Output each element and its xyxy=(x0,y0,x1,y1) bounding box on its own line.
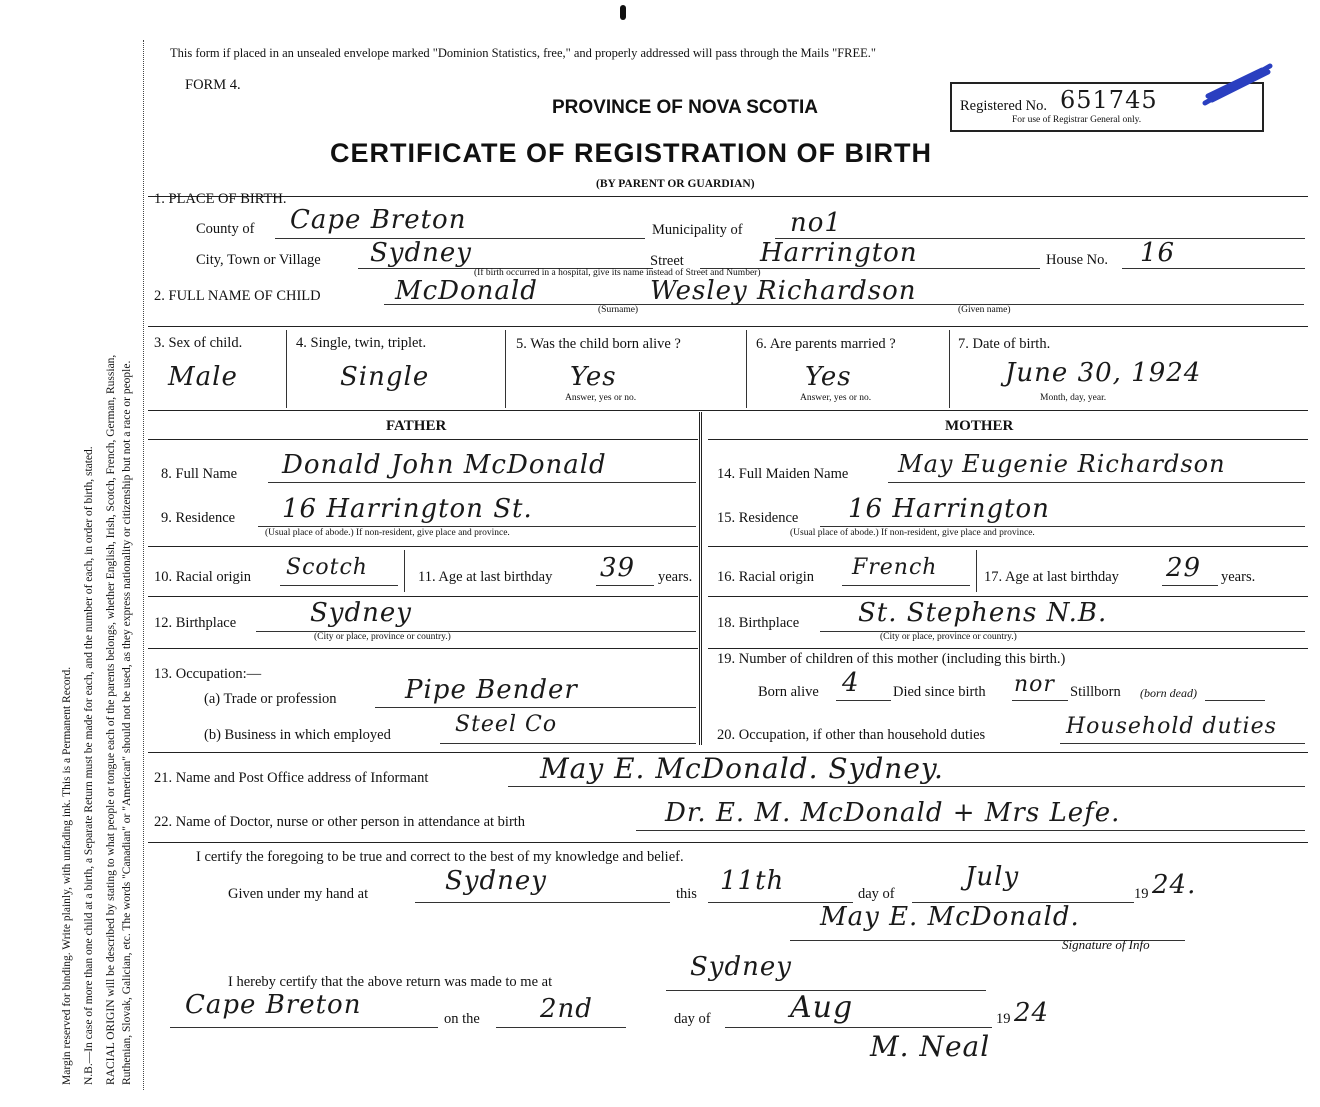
mother-occupation-label: 20. Occupation, if other than household duties xyxy=(717,727,986,743)
registrar-certify-text: I hereby certify that the above return was made to me at xyxy=(228,974,553,990)
margin-note-2: N.B.—In case of more than one child at a birth, a Separate Return must be made for each, and the number of each, in order of birth, stated. xyxy=(83,446,95,1085)
parents-top-rule xyxy=(148,410,1308,411)
house-value: 16 xyxy=(1140,238,1176,268)
given-caption: (Given name) xyxy=(958,305,1011,315)
this-label: this xyxy=(676,886,697,902)
father-birthplace-label: 12. Birthplace xyxy=(154,615,237,631)
given-under-label: Given under my hand at xyxy=(228,886,369,902)
father-birthplace-value: Sydney xyxy=(310,598,412,628)
binding-margin-line xyxy=(143,40,144,1090)
children-count-label: 19. Number of children of this mother (including this birth.) xyxy=(717,651,1066,667)
registrar-signature: M. Neal xyxy=(870,1030,991,1063)
given-dayof-label: day of xyxy=(858,886,895,902)
father-residence-value: 16 Harrington St. xyxy=(282,494,533,524)
father-name-value: Donald John McDonald xyxy=(282,450,607,480)
father-age-value: 39 xyxy=(600,553,636,583)
mother-racial-value: French xyxy=(852,555,938,580)
registered-number: 651745 xyxy=(1060,86,1158,114)
certificate-title: CERTIFICATE OF REGISTRATION OF BIRTH xyxy=(330,138,932,168)
mother-racial-label: 16. Racial origin xyxy=(717,569,815,585)
trade-label: (a) Trade or profession xyxy=(204,691,337,707)
municipality-value: no1 xyxy=(790,208,842,238)
certificate-subtitle: (BY PARENT OR GUARDIAN) xyxy=(596,178,755,190)
married-value: Yes xyxy=(805,362,852,392)
surname-caption: (Surname) xyxy=(598,305,639,315)
married-label: 6. Are parents married ? xyxy=(756,336,896,352)
informant-label: 21. Name and Post Office address of Informant xyxy=(154,770,429,786)
registrar-on-label: on the xyxy=(444,1011,480,1027)
blue-ink-mark xyxy=(1200,58,1280,108)
city-value: Sydney xyxy=(370,238,472,268)
parents-divider xyxy=(699,412,702,745)
occupation-label: 13. Occupation:— xyxy=(154,666,262,682)
margin-note-4: Ruthenian, Slovak, Galician, etc. The words "Canadian" or "American" should not be used, as they express nationality or citizenship but not a race or people. xyxy=(121,360,133,1085)
street-label: Street xyxy=(650,253,684,269)
mother-birthplace-label: 18. Birthplace xyxy=(717,615,800,631)
certification-top-rule xyxy=(148,842,1308,843)
registered-label: Registered No. xyxy=(960,98,1047,114)
registrar-place-value: Sydney xyxy=(690,952,792,982)
row3-top-rule xyxy=(148,326,1308,327)
birth-date-label: 7. Date of birth. xyxy=(958,336,1051,352)
mother-age-unit: years. xyxy=(1221,569,1256,585)
county-value: Cape Breton xyxy=(290,205,467,235)
born-alive-label: 5. Was the child born alive ? xyxy=(516,336,681,352)
father-residence-caption: (Usual place of abode.) If non-resident, give place and province. xyxy=(265,528,510,538)
mother-name-label: 14. Full Maiden Name xyxy=(717,466,849,482)
mother-residence-label: 15. Residence xyxy=(717,510,799,526)
municipality-label: Municipality of xyxy=(652,222,743,238)
mother-residence-caption: (Usual place of abode.) If non-resident, give place and province. xyxy=(790,528,1035,538)
father-racial-label: 10. Racial origin xyxy=(154,569,252,585)
header-rule xyxy=(148,196,1308,197)
mother-residence-value: 16 Harrington xyxy=(848,494,1050,524)
child-name-label: 2. FULL NAME OF CHILD xyxy=(154,288,321,304)
child-given-value: Wesley Richardson xyxy=(650,276,917,306)
died-value: nor xyxy=(1014,672,1055,697)
married-caption: Answer, yes or no. xyxy=(800,393,872,403)
child-surname-value: McDonald xyxy=(395,276,538,306)
birth-date-caption: Month, day, year. xyxy=(1040,393,1107,403)
business-value: Steel Co xyxy=(455,712,558,737)
mail-notice: This form if placed in an unsealed envelope marked "Dominion Statistics, free," and properly addressed will pass through the Mails "FREE." xyxy=(170,46,877,60)
ink-dot xyxy=(620,5,626,20)
form-number: FORM 4. xyxy=(185,77,241,93)
certify-text: I certify the foregoing to be true and correct to the best of my knowledge and belief. xyxy=(196,849,684,865)
born-alive-caption: Answer, yes or no. xyxy=(565,393,637,403)
mother-age-value: 29 xyxy=(1166,553,1202,583)
born-alive-count-label: Born alive xyxy=(758,684,819,700)
single-value: Single xyxy=(340,362,430,392)
given-year-prefix: 19 xyxy=(1134,886,1149,902)
business-label: (b) Business in which employed xyxy=(204,727,391,743)
registrar-day-value: 2nd xyxy=(540,994,593,1024)
stillborn-caption: (born dead) xyxy=(1140,686,1197,700)
sex-value: Male xyxy=(168,362,238,392)
father-heading: FATHER xyxy=(386,418,447,434)
mother-birthplace-value: St. Stephens N.B. xyxy=(858,598,1108,628)
father-name-label: 8. Full Name xyxy=(161,466,238,482)
registrar-note: For use of Registrar General only. xyxy=(1012,115,1142,125)
registrar-dayof-label: day of xyxy=(674,1011,711,1027)
mother-occupation-value: Household duties xyxy=(1066,714,1277,739)
signature-caption: Signature of Info xyxy=(1062,937,1150,952)
registrar-month-value: Aug xyxy=(790,990,854,1025)
registrar-year-value: 24 xyxy=(1014,998,1050,1028)
single-label: 4. Single, twin, triplet. xyxy=(296,335,427,351)
doctor-label: 22. Name of Doctor, nurse or other person in attendance at birth xyxy=(154,814,526,830)
hospital-note: (If birth occurred in a hospital, give its name instead of Street and Number) xyxy=(474,268,761,278)
informant-signature: May E. McDonald. xyxy=(820,902,1080,932)
father-age-label: 11. Age at last birthday xyxy=(418,569,553,585)
given-place-value: Sydney xyxy=(445,866,547,896)
mother-name-value: May Eugenie Richardson xyxy=(898,450,1226,478)
doctor-value: Dr. E. M. McDonald + Mrs Lefe. xyxy=(665,798,1121,828)
county-label: County of xyxy=(196,221,255,237)
mother-birthplace-caption: (City or place, province or country.) xyxy=(880,632,1017,642)
trade-value: Pipe Bender xyxy=(405,675,578,705)
registrar-year-prefix: 19 xyxy=(996,1011,1011,1027)
mother-age-label: 17. Age at last birthday xyxy=(984,569,1119,585)
born-alive-count-value: 4 xyxy=(842,668,860,698)
born-alive-value: Yes xyxy=(570,362,617,392)
stillborn-label: Stillborn xyxy=(1070,684,1121,700)
margin-note-1: Margin reserved for binding. Write plainly, with unfading ink. This is a Permanent Record. xyxy=(61,666,73,1085)
birth-date-value: June 30, 1924 xyxy=(1005,358,1202,388)
sex-label: 3. Sex of child. xyxy=(154,335,243,351)
house-label: House No. xyxy=(1046,252,1109,268)
city-label: City, Town or Village xyxy=(196,252,321,268)
margin-note-3: RACIAL ORIGIN will be described by stating to what people or tongue each of the parents belongs, whether English, Irish, Scotch, French, German, Russian, xyxy=(105,354,117,1085)
father-birthplace-caption: (City or place, province or country.) xyxy=(314,632,451,642)
died-label: Died since birth xyxy=(893,684,986,700)
registrar-county-value: Cape Breton xyxy=(185,990,362,1020)
mother-heading: MOTHER xyxy=(945,418,1014,434)
given-year-value: 24. xyxy=(1152,870,1197,900)
street-value: Harrington xyxy=(760,238,918,268)
informant-value: May E. McDonald. Sydney. xyxy=(540,752,944,785)
father-racial-value: Scotch xyxy=(286,555,368,580)
given-month-value: July xyxy=(965,862,1020,892)
place-of-birth-heading: 1. PLACE OF BIRTH. xyxy=(154,191,287,207)
father-residence-label: 9. Residence xyxy=(161,510,236,526)
province-heading: PROVINCE OF NOVA SCOTIA xyxy=(552,97,819,118)
father-age-unit: years. xyxy=(658,569,693,585)
given-day-value: 11th xyxy=(720,866,785,896)
